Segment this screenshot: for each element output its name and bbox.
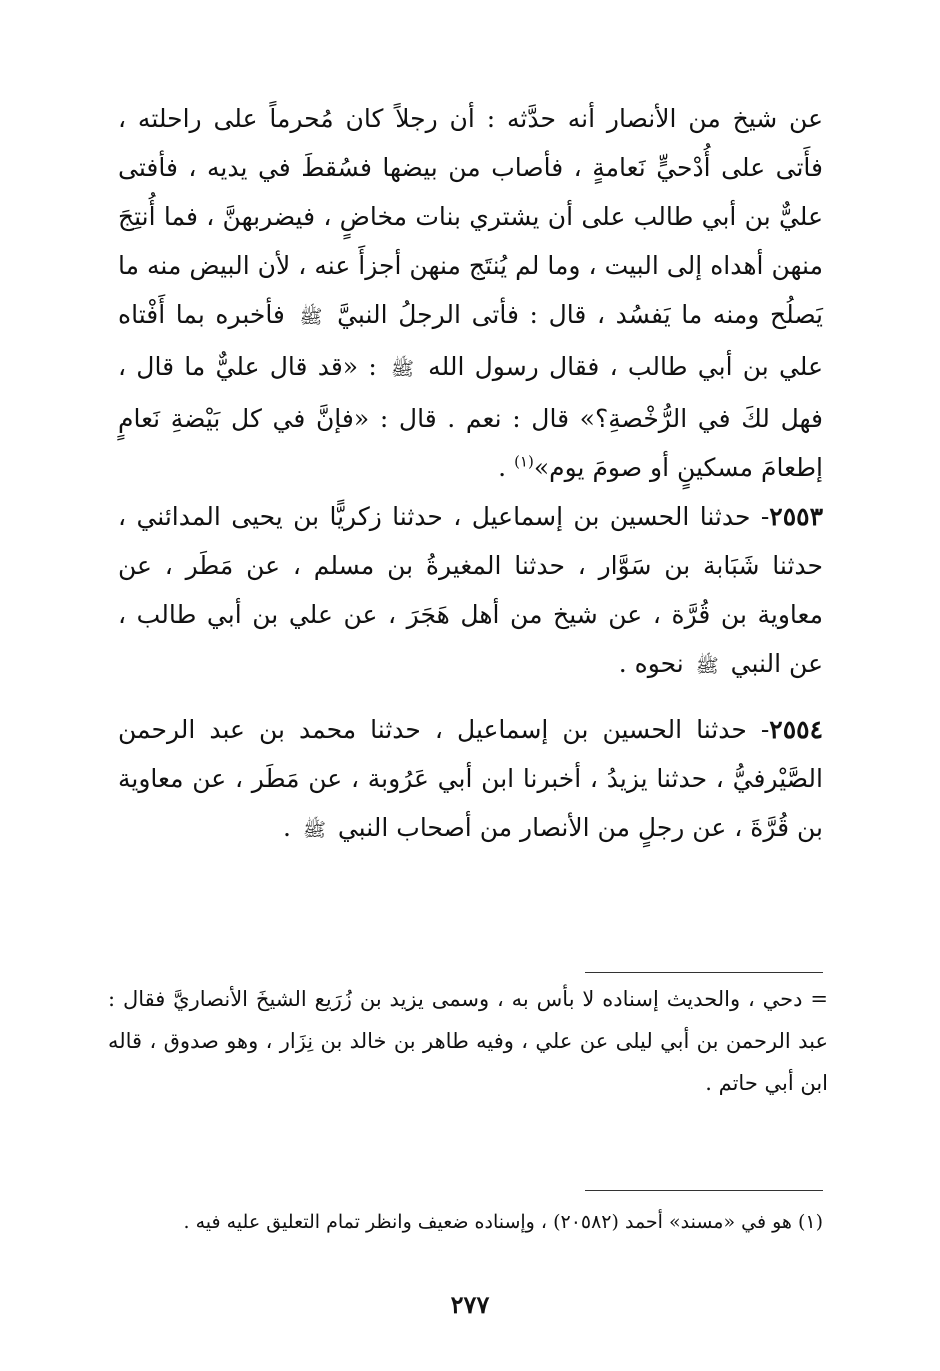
notes-separator (585, 972, 823, 973)
hadith-end: نحوه . (618, 649, 684, 678)
hadith-number: ٢٥٥٤ (769, 715, 823, 744)
salawat-symbol: ﷺ (302, 819, 326, 841)
main-text (118, 94, 823, 855)
hadith-2553 (118, 492, 823, 691)
paragraph-text: فأخبره بما أَفْتاه علي بن أبي طالب ، فقال رسول الله (118, 300, 824, 381)
footnote-marker: (١) (514, 452, 534, 471)
paragraph-end: . (498, 453, 515, 482)
footnote-separator (585, 1190, 823, 1191)
salawat-symbol: ﷺ (695, 655, 719, 677)
notes-continuation (108, 978, 828, 1104)
paragraph-text: عن شيخ من الأنصار أنه حدَّثه : أن رجلاً كان مُحرماً على راحلته ، فأَتى على أُدْحيٍّ نَعامةٍ ، فأصاب من بيضها فسُقطَ في يديه ، فأفتى عليٌّ بن أبي طالب على أن يشتري بنات مخاضٍ ، فيضربهنَّ ، فما أُنتِجَ منهن أهداه إلى البيت ، وما لم يُنتَج منهن أجزأَ عنه ، لأن البيض منه ما يَصلُح ومنه ما يَفسُد ، قال : فأتى الرجلُ النبيَّ (118, 104, 823, 329)
salawat-symbol: ﷺ (390, 358, 414, 380)
hadith-end: . (283, 813, 299, 842)
hadith-number: ٢٥٥٣ (769, 502, 823, 531)
salawat-symbol: ﷺ (299, 306, 323, 328)
footnote (108, 1204, 823, 1240)
note-text: = دحي ، والحديث إسناده لا بأس به ، وسمى يزيد بن زُرَيع الشيخَ الأنصاريَّ فقال : عبد الرحمن بن أبي ليلى عن علي ، وفيه طاهر بن خالد بن نِزَار ، وهو صدوق ، قاله ابن أبي حاتم . (108, 987, 828, 1095)
footnote-text: (١) هو في «مسند» أحمد (٢٠٥٨٢) ، وإسناده ضعيف وانظر تمام التعليق عليه فيه . (183, 1211, 823, 1233)
hadith-text: - حدثنا الحسين بن إسماعيل ، حدثنا زكريًّا بن يحيى المدائني ، حدثنا شَبَابة بن سَوَّار ، حدثنا المغيرةُ بن مسلم ، عن مَطَر ، عن معاوية بن قُرَّة ، عن شيخ من أهل هَجَرَ ، عن علي بن أبي طالب ، عن النبي (118, 502, 823, 678)
paragraph-text: : «قد قال عليٌّ ما قال ، فهل لكَ في الرُّخْصةِ؟» قال : نعم . قال : «فإنَّ في كل بَيْضةِ نَعامٍ إطعامَ مسكينٍ أو صومَ يوم» (118, 352, 823, 482)
hadith-2554 (118, 705, 823, 855)
hadith-paragraph-continuation (118, 94, 823, 492)
hadith-text: - حدثنا الحسين بن إسماعيل ، حدثنا محمد بن عبد الرحمن الصَّيْرفيُّ ، حدثنا يزيدُ ، أخبرنا ابن أبي عَرُوبة ، عن مَطَر ، عن معاوية بن قُرَّةَ ، عن رجلٍ من الأنصار من أصحاب النبي (118, 715, 823, 842)
page-number: ٢٧٧ (450, 1290, 490, 1319)
